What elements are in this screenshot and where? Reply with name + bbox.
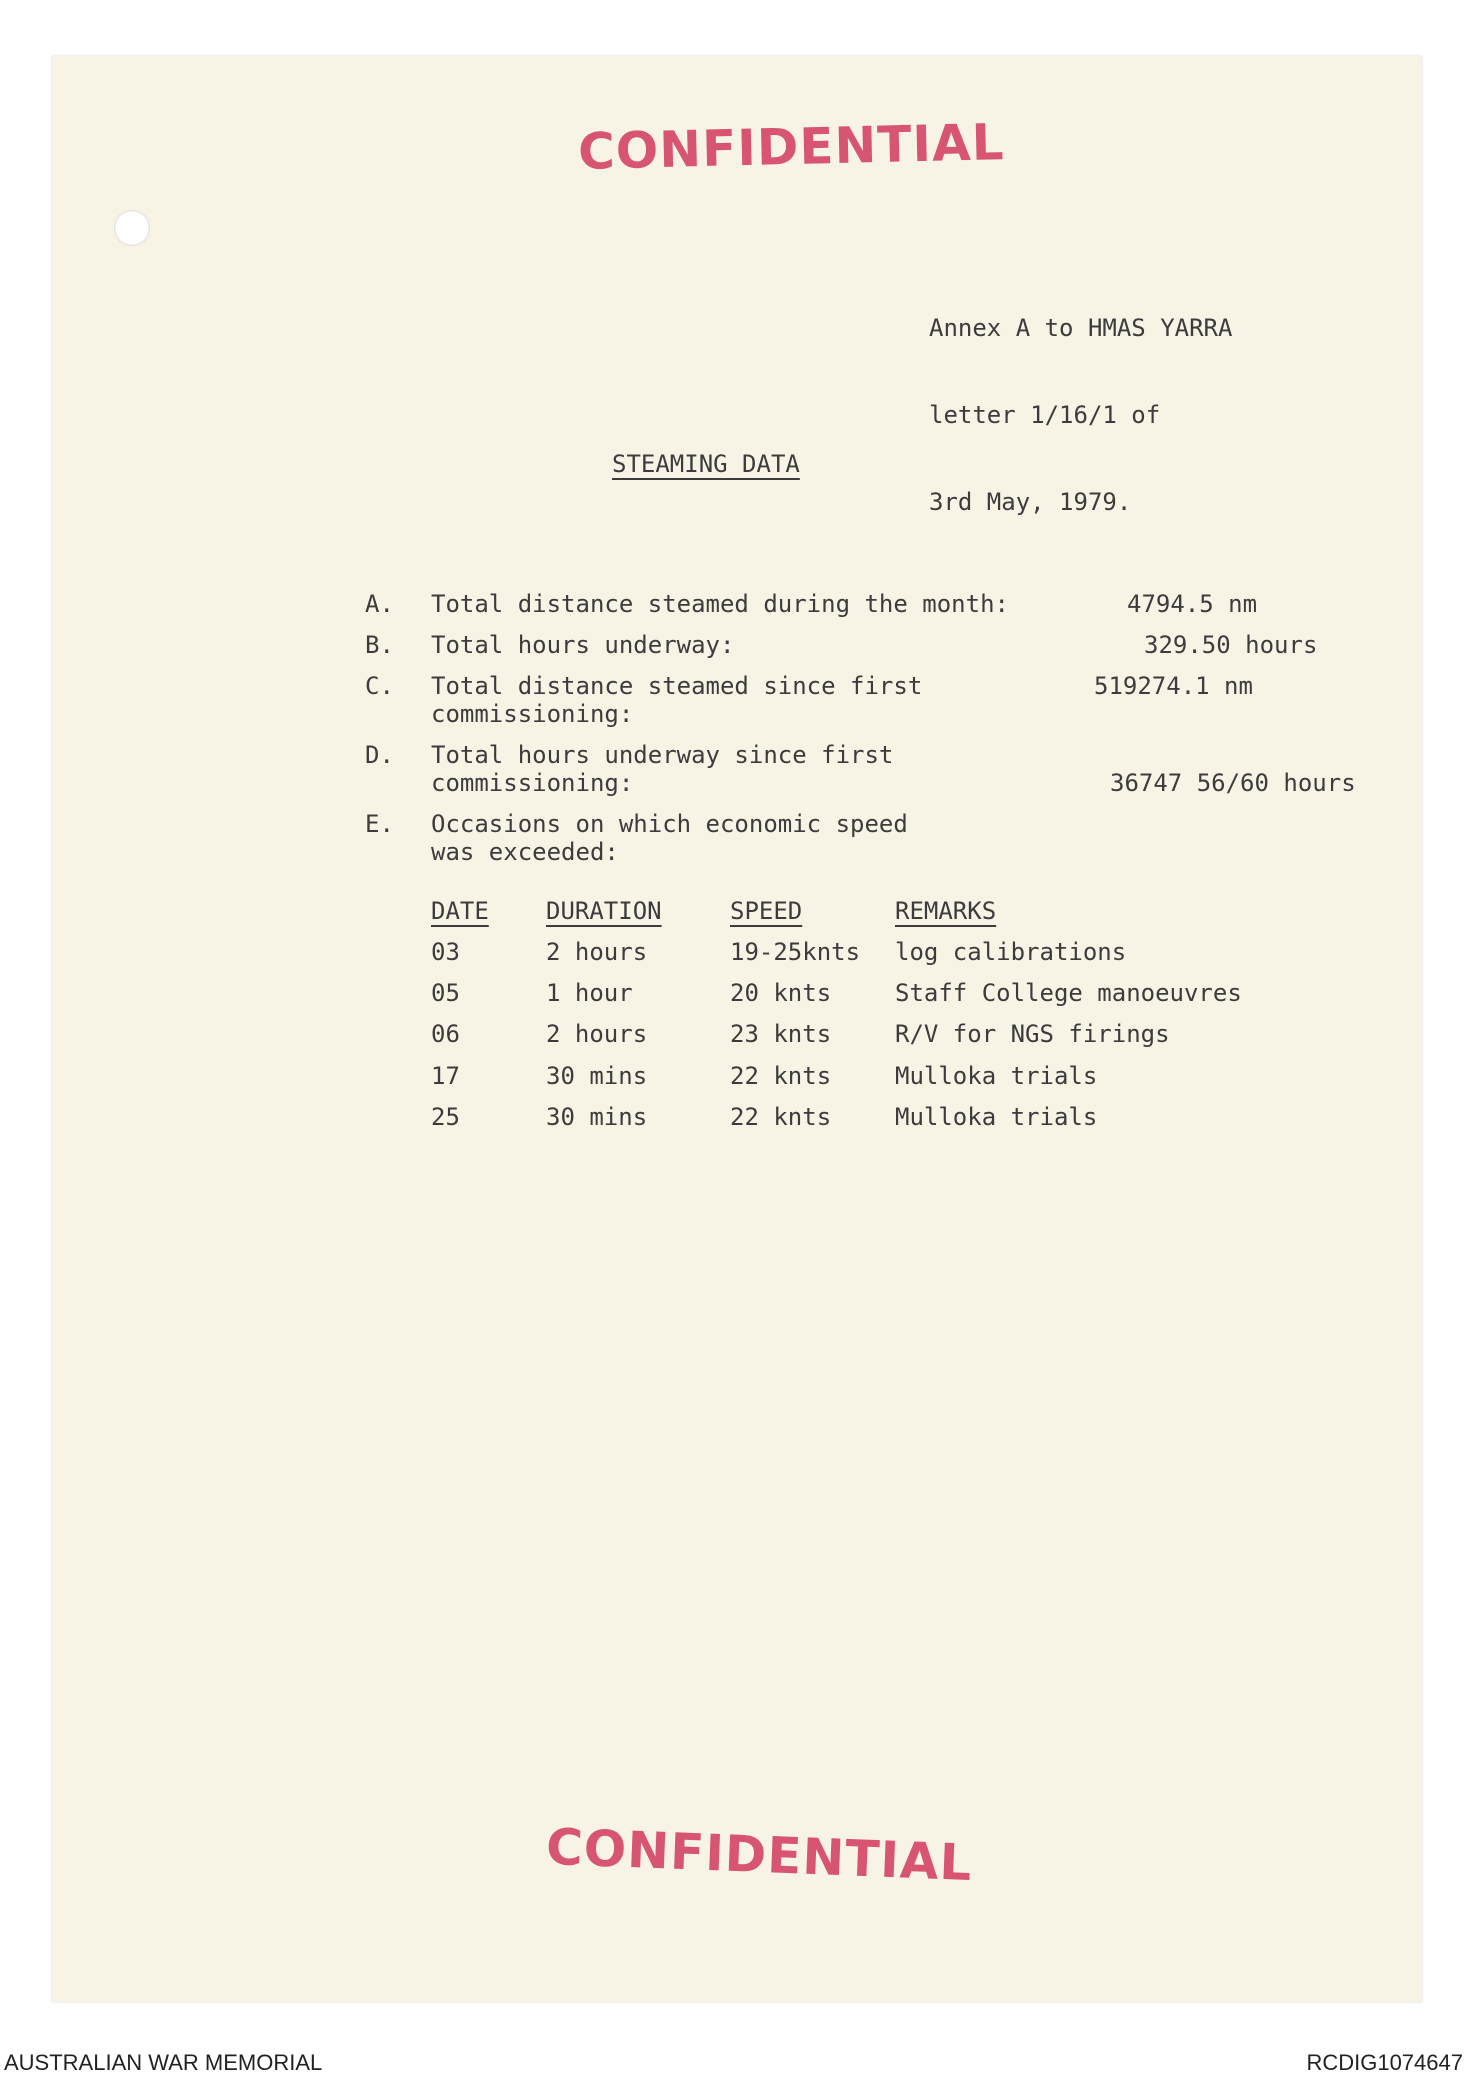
table-cell-speed: 19-25knts [730,938,861,966]
table-cell-date: 05 [431,979,460,1007]
annex-line: letter 1/16/1 of [929,401,1161,429]
table-cell-speed: 20 knts [730,979,832,1007]
annex-line: Annex A to HMAS YARRA [929,314,1233,342]
table-cell-duration: 30 mins [546,1103,648,1131]
table-cell-speed: 22 knts [730,1103,832,1131]
annex-line: 3rd May, 1979. [929,488,1132,516]
item-text-b: Total hours underway: [431,631,735,659]
column-header-date: DATE [431,897,489,925]
annex-reference [929,256,1232,546]
table-cell-date: 06 [431,1020,460,1048]
footer-record-id: RCDIG1074647 [1306,2050,1463,2075]
item-value-b: 329.50 hours [1144,631,1318,659]
item-letter-a: A. [365,590,394,618]
item-value-c: 519274.1 nm [1094,672,1253,700]
item-text-a: Total distance steamed during the month: [431,590,1009,618]
table-cell-remarks: log calibrations [895,938,1127,966]
item-letter-b: B. [365,631,394,659]
table-cell-remarks: Mulloka trials [895,1103,1098,1131]
confidential-stamp-top: CONFIDENTIAL [577,113,1006,181]
item-text-d: Total hours underway since first commissioning: [431,741,894,797]
table-cell-duration: 2 hours [546,1020,648,1048]
table-cell-duration: 2 hours [546,938,648,966]
footer-archive-name: AUSTRALIAN WAR MEMORIAL [4,2050,323,2075]
table-cell-date: 17 [431,1062,460,1090]
table-cell-speed: 22 knts [730,1062,832,1090]
table-cell-remarks: Mulloka trials [895,1062,1098,1090]
table-cell-date: 25 [431,1103,460,1131]
item-text-c: Total distance steamed since first commissioning: [431,672,923,728]
table-cell-speed: 23 knts [730,1020,832,1048]
item-value-a: 4794.5 nm [1127,590,1258,618]
punch-hole [114,210,150,246]
column-header-duration: DURATION [546,897,662,925]
document-title: STEAMING DATA [612,450,800,478]
table-cell-duration: 30 mins [546,1062,648,1090]
column-header-remarks: REMARKS [895,897,997,925]
item-letter-c: C. [365,672,394,700]
column-header-speed: SPEED [730,897,803,925]
table-cell-remarks: Staff College manoeuvres [895,979,1242,1007]
table-cell-duration: 1 hour [546,979,633,1007]
confidential-stamp-bottom: CONFIDENTIAL [545,1817,974,1893]
table-cell-date: 03 [431,938,460,966]
table-cell-remarks: R/V for NGS firings [895,1020,1170,1048]
item-letter-e: E. [365,810,394,838]
item-letter-d: D. [365,741,394,769]
item-text-e: Occasions on which economic speed was exceeded: [431,810,908,866]
item-value-d: 36747 56/60 hours [1110,769,1356,797]
